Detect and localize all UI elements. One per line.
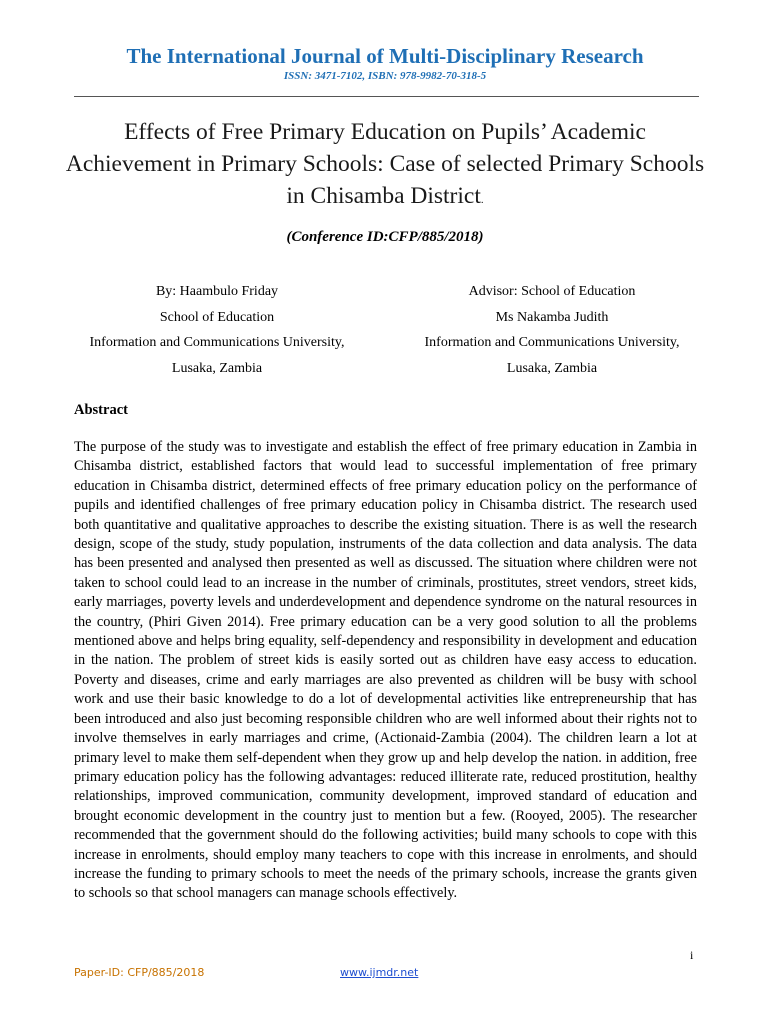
header-divider [74, 96, 699, 97]
abstract-body: The purpose of the study was to investigate and establish the effect of free primary education in Zambia in Chisamba district, established factors that would lead to successful implementation of free primary education in Chisamba district, determined effects of free primary education policy on the performance of pupils and identified challenges of free primary education policy in Chisamba district. The research used both quantitative and qualitative approaches to describe the existing situation. There is as well the research design, scope of the study, study population, instruments of the data collection and data analysis. The data has been presented and analysed then presented as well as discussed. The situation where children were not taken to school could lead to an increase in the number of criminals, prostitutes, street vendors, street kids, early marriages, poverty levels and underdevelopment and dependence syndrome on the natural resources in the country, (Phiri Given 2014). Free primary education can be a very good solution to all the problems mentioned above and helps bring equality, self-dependency and responsibility in development and education in the nation. The problem of street kids is easily sorted out as children have easy access to education. Poverty and diseases, crime and early marriages are also prevented as children will be busy with school work and use their basic knowledge to do a lot of developmental activities like entrepreneurship that has been introduced and also just becoming responsible children who are well informed about their rights not to involve themselves in early marriages and crime, (Actionaid-Zambia (2004). The children learn a lot at primary level to make them self-dependent when they grow up and help develop the nation. in addition, free primary education policy has the following advantages: reduced illiterate rate, reduced prostitution, healthy relationships, improved communication, community development, improved standard of education and brought economic development in the country just to mention but a few. (Rooyed, 2005). The researcher recommended that the government should do the following activities; build many schools to cope with this increase in enrolments, should employ many teachers to cope with this increase in enrolments, and should increase the funding to primary schools to meet the needs of the primary schools, increase the grants given to schools so that school managers can manage schools effectively. [74, 439, 697, 902]
author-university: Information and Communications University, [89, 335, 345, 350]
advisor-name: Ms Nakamba Judith [495, 309, 609, 325]
author-location: Lusaka, Zambia [171, 360, 263, 376]
paper-title [60, 116, 710, 216]
paper-title-dot: . [480, 194, 484, 206]
advisor-block [392, 282, 712, 384]
advisor-location: Lusaka, Zambia [506, 360, 598, 376]
author-school: School of Education [159, 309, 275, 325]
page-number: i [690, 948, 694, 962]
journal-title: The International Journal of Multi-Disciplinary Research [126, 44, 644, 68]
author-name: By: Haambulo Friday [155, 284, 279, 299]
abstract-heading: Abstract [74, 402, 128, 418]
conference-id: (Conference ID:CFP/885/2018) [286, 229, 484, 245]
advisor-university: Information and Communications University, [424, 335, 680, 350]
footer-website-link[interactable]: www.ijmdr.net [340, 966, 419, 979]
journal-issn-line: ISSN: 3471-7102, ISBN: 978-9982-70-318-5 [283, 70, 487, 82]
footer-paper-id: Paper-ID: CFP/885/2018 [74, 966, 205, 979]
advisor-role: Advisor: School of Education [468, 284, 636, 299]
paper-title-text: Effects of Free Primary Education on Pupils’ Academic Achievement in Primary Schools: Case of selected Primary Schools in Chisamba District [65, 119, 705, 209]
author-block [57, 282, 377, 384]
